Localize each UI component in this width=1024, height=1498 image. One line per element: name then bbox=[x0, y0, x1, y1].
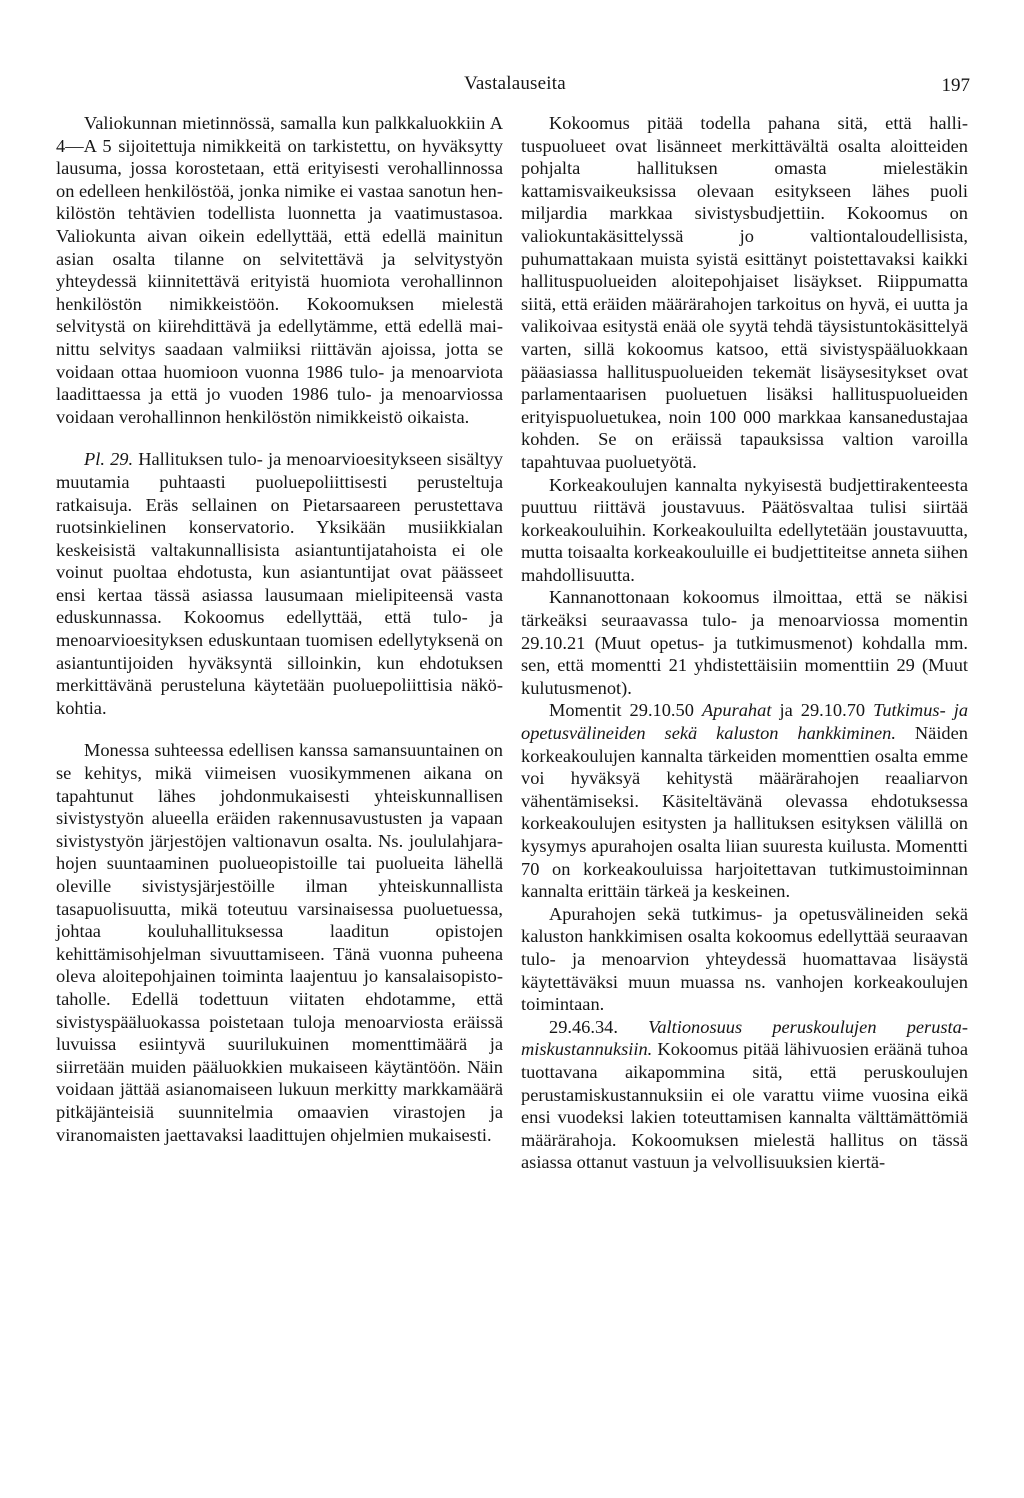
left-column bbox=[56, 112, 503, 1146]
paragraph: 29.46.34. Valtionosuus peruskoulujen perustamiskustannuksiin. Kokoomus pitää lähivuosien eräänä tuhoa tuottavana aikapommina sitä, että peruskoulujen perustamiskustannuksiin ei ole varattu viime vuosina eikä ensi vuodeksi lakien toteuttamisen kannalta välttämättömiä määrärahoja. Kokoomuksen mielestä hallitus on tässä asiassa ottanut vastuun ja velvollisuuksien kiertä- bbox=[521, 1016, 968, 1173]
paragraph: Momentit 29.10.50 Apurahat ja 29.10.70 Tutkimus- ja opetusvälineiden sekä kaluston hankkiminen. Näiden korkeakoulujen kannalta tärkeiden momenttien osalta emme voi hyväksyä kehitystä määrärahojen reaaliarvon vähentämiseksi. Käsiteltävänä olevassa ehdotuksessa korkeakoulujen esitysten ja hallituksen esityksen välillä on kysymys apurahojen osalta liian suuresta kuilusta. Momentti 70 on korkeakouluissa harjoitettavan tutkimustoiminnan kannalta erittäin tärkeä ja keskeinen. bbox=[521, 700, 969, 902]
paragraph: Kannanottonaan kokoomus ilmoittaa, että se näkisi tärkeäksi seuraavassa tulo- ja menoarviossa momentin 29.10.21 (Muut opetus- ja tutkimusmenot) kohdalla mm. sen, että momentti 21 yhdistettäisiin momenttiin 29 (Muut kulutusmenot). bbox=[521, 587, 968, 698]
paragraph: Valiokunnan mietinnössä, samalla kun palkkaluokkiin A 4—A 5 sijoitettuja nimikkeitä on tarkistettu, on hyväksytty lausuma, jossa korostetaan, että erityisesti verohallinnossa on edelleen henkilöstöä, jonka nimike ei vastaa sanotun henkilöstön tehtävien todellista luonnetta ja vaatimustasoa. Valiokunta aivan oikein edellyttää, että edellä mainitun asian osalta tilanne on selvitettävä ja selvitystyön yhteydessä kiinnitettävä erityistä huomiota verohallinnon henkilöstön nimikkeistöön. Kokoomuksen mielestä selvitystä on kiirehdittävä ja edellytämme, että edellä mainittu selvitys saadaan valmiiksi riittävän ajoissa, jotta se voidaan ottaa huomioon vuonna 1986 tulo- ja menoarviota laadittaessa ja että jo vuoden 1986 tulo- ja menoarviossa voidaan verohallinnon henkilöstön nimikkeistö oikaista. bbox=[56, 113, 503, 427]
right-column bbox=[521, 112, 968, 1174]
paragraph: Korkeakoulujen kannalta nykyisestä budjettirakenteesta puuttuu riittävä joustavuus. Päätösvaltaa tulisi siirtää korkeakouluihin. Korkeakouluilta edellytetään joustavuutta, mutta toisaalta korkeakouluille ei budjettiteitse anneta siihen mahdollisuutta. bbox=[521, 474, 968, 585]
paragraph: Kokoomus pitää todella pahana sitä, että hallituspuolueet ovat lisänneet merkittävältä osalta aloitteiden pohjalta hallituksen omasta mielestäkin kattamisvaikeuksissa olevaan esitykseen lähes puoli miljardia markkaa sivistysbudjettiin. Kokoomus on valiokuntakäsittelyssä jo valtiontaloudellisista, puhumattakaan muista syistä esittänyt poistettavaksi kaikki hallituspuolueiden aloitepohjaiset lisäykset. Riippumatta siitä, että eräiden määrärahojen tarkoitus on hyvä, ei uutta ja valikoivaa esitystä enää ole syytä tehdä täysistuntokäsittelyä varten, sillä kokoomus katsoo, että sivistyspääluokkaan pääasiassa hallituspuolueiden tekemät lisäysesitykset ovat parlamentaarisen puoluetuen lisäksi hallituspuolueiden erityispuoluetukea, noin 100 000 markkaa kansanedustajaa kohden. Se on eräissä tapauksissa valtion varoilla tapahtuvaa puoluetyötä. bbox=[521, 113, 968, 472]
paragraph: Apurahojen sekä tutkimus- ja opetusvälineiden sekä kaluston hankkimisen osalta kokoomus edellyttää seuraavan tulo- ja menoarvion yhteydessä huomattavaa lisäystä käytettäväksi muun muassa ns. vanhojen korkeakoulujen toimintaan. bbox=[521, 903, 968, 1015]
page-number: 197 bbox=[941, 75, 970, 96]
running-header: Vastalauseita bbox=[464, 73, 566, 94]
paragraph: Monessa suhteessa edellisen kanssa samansuuntainen on se kehitys, mikä viimeisen vuosikymmenen aikana on tapahtunut lähes johdonmukaisesti yhteiskunnallisen sivistystyön alueella eräiden rakennusavustusten ja vapaan sivistystyön järjestöjen valtionavun osalta. Ns. joululahjarahojen suuntaaminen puolueopistoille tai puolueita lähellä oleville sivistysjärjestöille ilman yhteiskunnallista tasapuolisuutta, mikä toteutuu varsinaisessa puoluetuessa, johtaa kouluhallituksessa laaditun opistojen kehittämisohjelman sivuuttamiseen. Tänä vuonna puheena oleva aloitepohjainen toiminta laajentuu jo kansalaisopisto-taholle. Edellä todettuun viitaten ehdotamme, että sivistyspääluokassa poistetaan tuloja menoarviosta eräissä luvuissa esiintyvä suurilukuinen momenttimäärä ja siirretään muiden pääluokkien mukaiseen käytäntöön. Näin voidaan jättää asianomaiseen lukuun merkitty markkamäärä pitkäjänteisiä suunnitelmia omaavien virastojen ja viranomaisten jaettavaksi laadittujen ohjelmien mukaisesti. bbox=[56, 740, 503, 1145]
paragraph: Pl. 29. Hallituksen tulo- ja menoarvioesitykseen sisältyy muutamia puhtaasti puoluepoliittisesti perusteltuja ratkaisuja. Eräs sellainen on Pietarsaareen perustettava ruotsinkielinen konservatorio. Yksikään musiikkialan keskeisistä valtakunnallisista asiantuntijatahoista ei ole voinut puoltaa ehdotusta, kun asiantuntijat ovat päässeet ensi kertaa tässä asiassa lausumaan mielipiteensä vasta eduskunnassa. Kokoomus edellyttää, että tulo- ja menoarvioesityksen eduskuntaan tuomisen edellytyksenä on asiantuntijoiden hyväksyntä silloinkin, kun ehdotuksen merkittävänä perusteluna käytetään puoluepoliittisia näkökohtia. bbox=[56, 449, 504, 718]
